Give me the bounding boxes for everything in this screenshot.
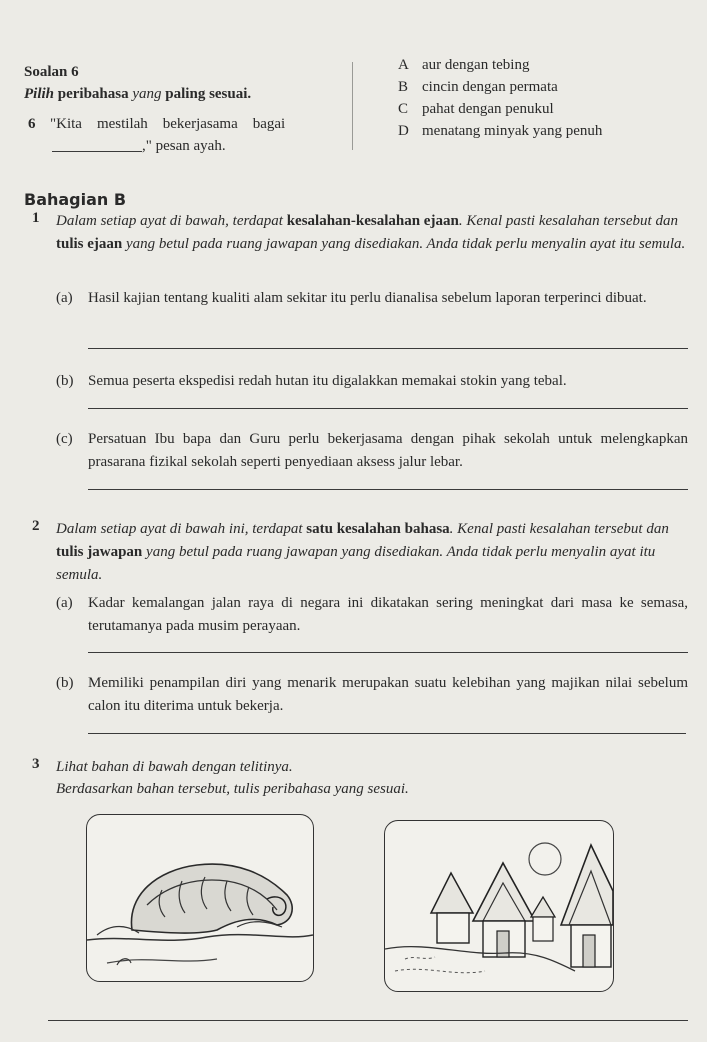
q2b-label: (b) <box>56 675 74 691</box>
option-letter: C <box>398 101 409 117</box>
answer-line-1a[interactable] <box>88 348 688 349</box>
wave-icon <box>87 815 313 981</box>
answer-line-2b[interactable] <box>88 733 686 734</box>
question-3-line1: Lihat bahan di bawah dengan telitinya. <box>56 759 293 775</box>
question-6-stem-line1: "Kita mestilah bekerjasama bagai <box>50 116 286 132</box>
instr-text: yang betul pada ruang jawapan yang disediakan. Anda tidak perlu menyalin ayat itu semula. <box>56 544 656 583</box>
instr-text: . Kenal pasti kesalahan tersebut dan <box>458 213 678 229</box>
instruction-rest: paling sesuai. <box>165 86 252 102</box>
option-text: cincin dengan permata <box>422 79 558 95</box>
option-d[interactable] <box>398 120 698 142</box>
option-letter: D <box>398 123 409 139</box>
q1b-label: (b) <box>56 373 74 389</box>
instr-bold: satu kesalahan bahasa <box>306 521 450 537</box>
answer-line-2a[interactable] <box>88 652 688 653</box>
question-6-number: 6 <box>28 116 36 132</box>
option-text: aur dengan tebing <box>422 57 530 73</box>
option-a[interactable] <box>398 54 698 76</box>
q2b-text: Memiliki penampilan diri yang menarik merupakan suatu kelebihan yang majikan nilai sebelum calon itu diterima untuk bekerja. <box>88 675 688 714</box>
question-3-line2: Berdasarkan bahan tersebut, tulis peribahasa yang sesuai. <box>56 781 409 797</box>
q1a-label: (a) <box>56 290 73 306</box>
question-2-instruction <box>56 518 696 587</box>
instr-bold: kesalahan-kesalahan ejaan <box>286 213 459 229</box>
answer-line-1b[interactable] <box>88 408 688 409</box>
answer-blank-6[interactable] <box>52 151 142 152</box>
answer-line-1c[interactable] <box>88 489 688 490</box>
column-divider <box>352 62 353 150</box>
instruction-italic: Pilih <box>24 86 55 102</box>
question-2-number: 2 <box>32 518 40 534</box>
question-3-number: 3 <box>32 756 40 772</box>
option-text: menatang minyak yang penuh <box>422 123 603 139</box>
q1b-text: Semua peserta ekspedisi redah hutan itu digalakkan memakai stokin yang tebal. <box>88 373 567 389</box>
instr-text: Dalam setiap ayat di bawah, terdapat <box>56 213 287 229</box>
question-1-instruction <box>56 210 696 256</box>
instruction-bold: peribahasa <box>57 86 129 102</box>
instr-bold: tulis jawapan <box>56 544 143 560</box>
question-1-number: 1 <box>32 210 40 226</box>
instr-bold: tulis ejaan <box>56 236 123 252</box>
option-letter: B <box>398 79 409 95</box>
answer-line-3[interactable] <box>48 1020 688 1021</box>
instruction-italic-2: yang <box>132 86 162 102</box>
section-title: Bahagian B <box>24 190 127 209</box>
soalan-6-options <box>398 54 698 142</box>
option-b[interactable] <box>398 76 698 98</box>
instr-text: . Kenal pasti kesalahan tersebut dan <box>449 521 669 537</box>
option-c[interactable] <box>398 98 698 120</box>
q1c-label: (c) <box>56 431 73 447</box>
q2a-text: Kadar kemalangan jalan raya di negara ini dikatakan sering meningkat dari masa ke semasa, terutamanya pada musim perayaan. <box>88 595 688 634</box>
q1a-text: Hasil kajian tentang kualiti alam sekitar itu perlu dianalisa sebelum laporan terperinci dibuat. <box>88 290 647 306</box>
soalan-6-instruction <box>24 86 251 103</box>
question-6-stem-line2: ," pesan ayah. <box>142 138 226 154</box>
q2a-label: (a) <box>56 595 73 611</box>
instr-text: yang betul pada ruang jawapan yang disediakan. Anda tidak perlu menyalin ayat itu semula. <box>122 236 686 252</box>
option-letter: A <box>398 57 409 73</box>
houses-icon <box>385 821 613 991</box>
instr-text: Dalam setiap ayat di bawah ini, terdapat <box>56 521 307 537</box>
soalan-6-heading: Soalan 6 <box>24 64 79 80</box>
village-houses-illustration <box>384 820 614 992</box>
q1c-text: Persatuan Ibu bapa dan Guru perlu bekerjasama dengan pihak sekolah untuk melengkapkan prasarana fizikal sekolah seperti penyediaan aksess jalur lebar. <box>88 431 688 470</box>
ocean-wave-illustration <box>86 814 314 982</box>
option-text: pahat dengan penukul <box>422 101 554 117</box>
